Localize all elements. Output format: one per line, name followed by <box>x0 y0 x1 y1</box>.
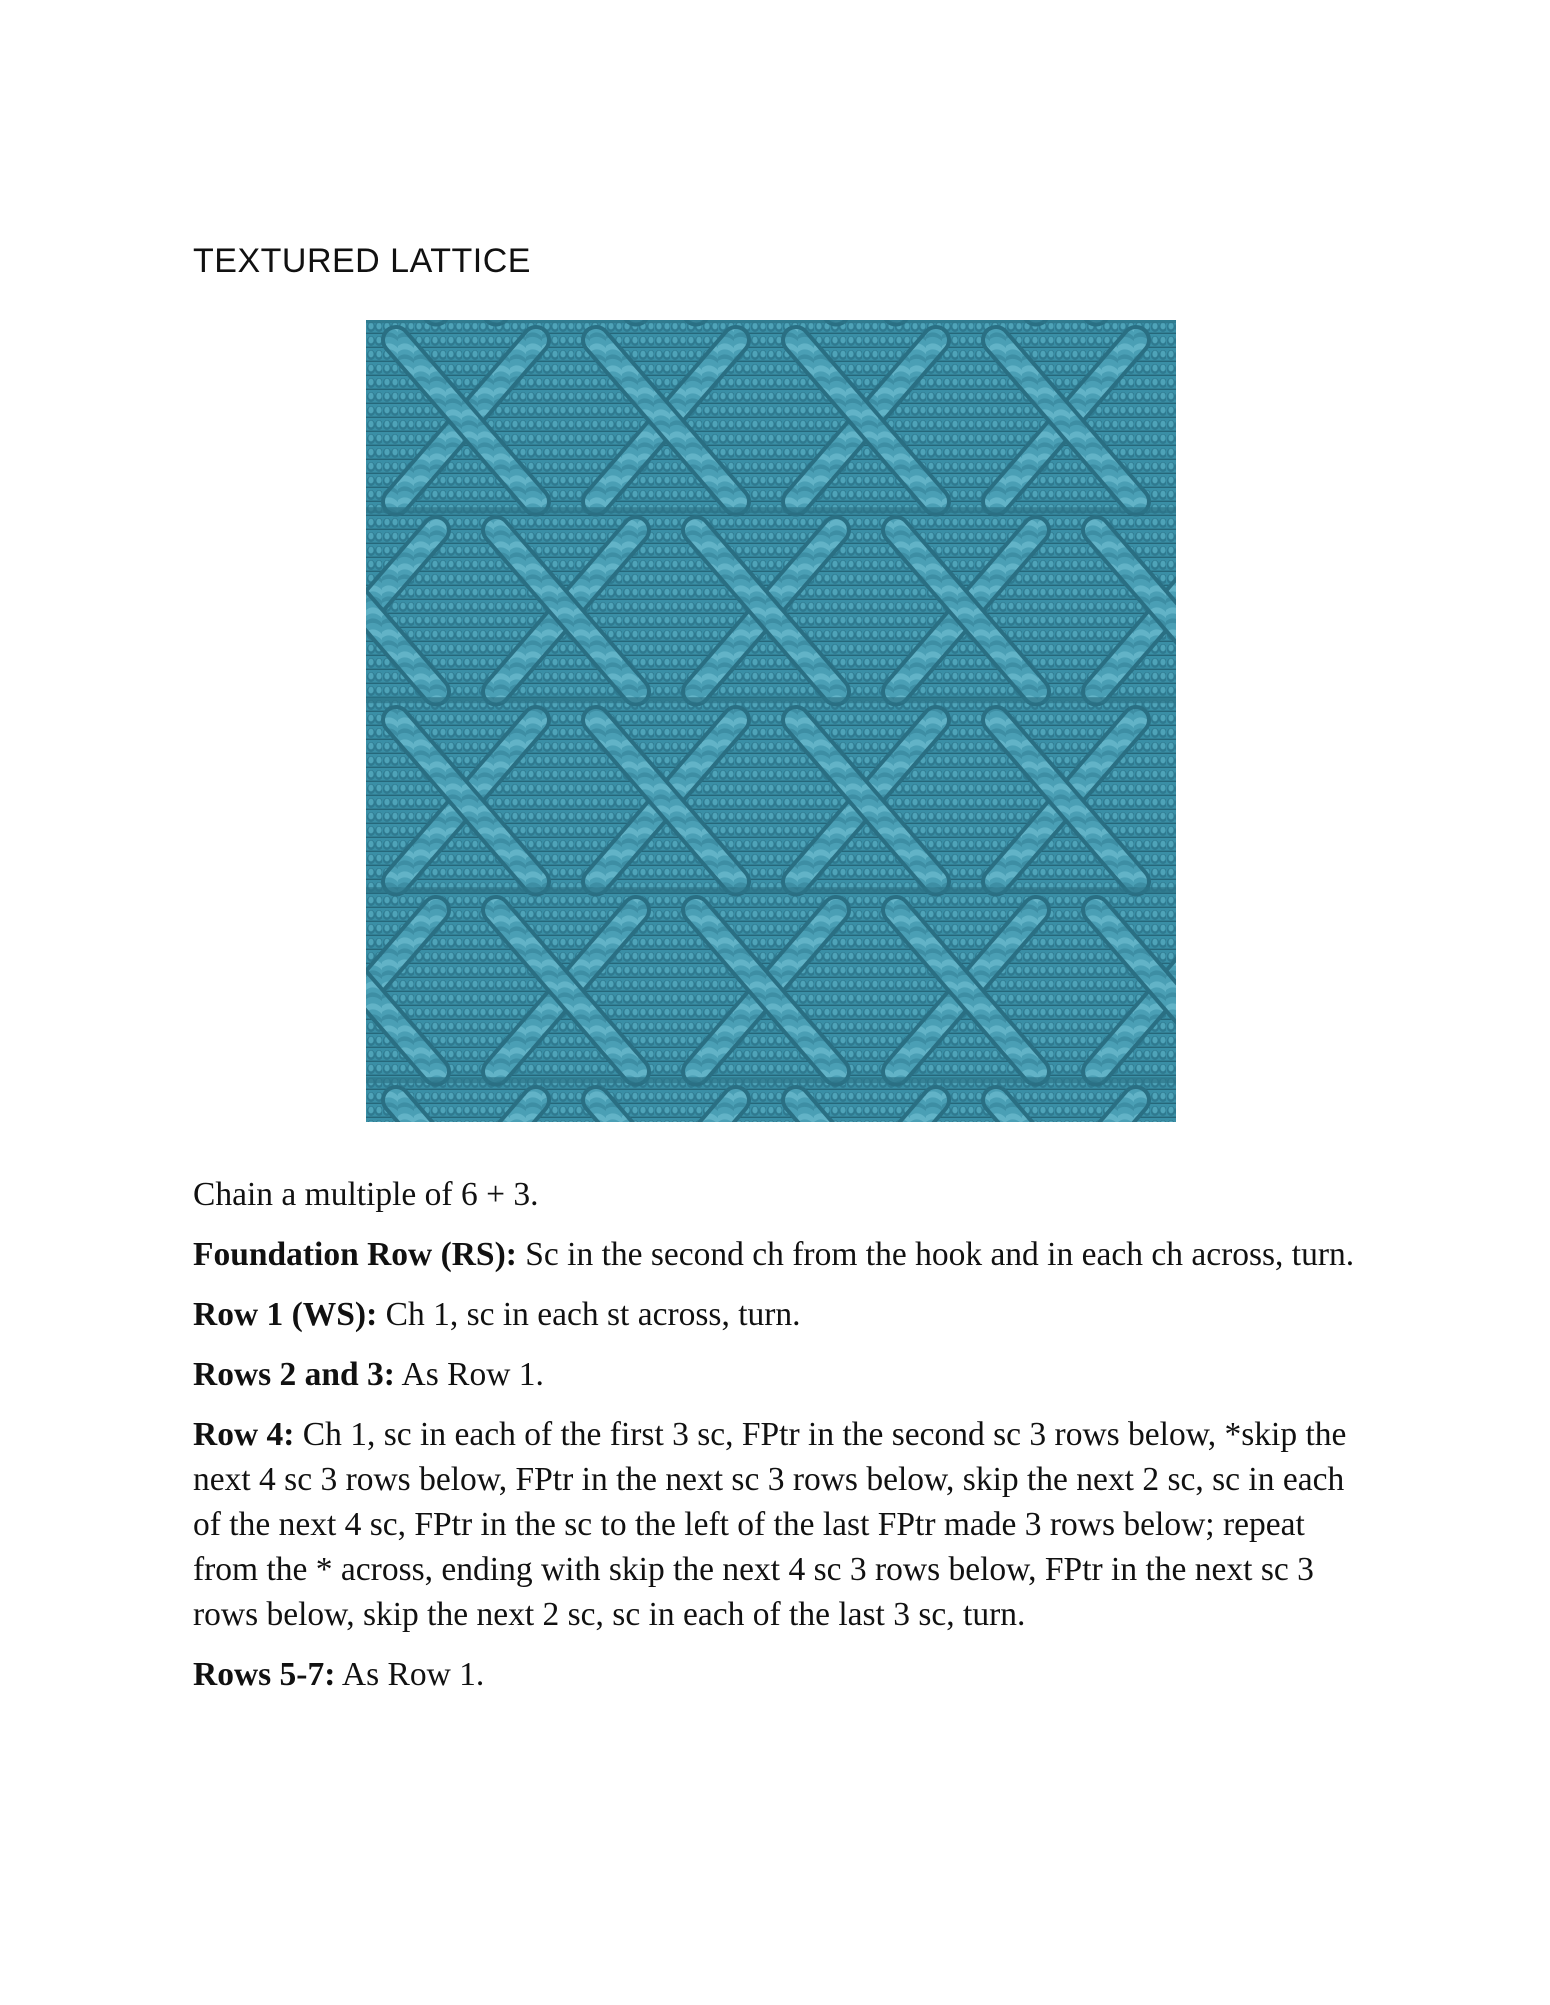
row-text: As Row 1. <box>335 1656 485 1693</box>
row-label: Foundation Row (RS): <box>193 1236 517 1273</box>
row-ridge <box>366 697 1176 703</box>
row-text: Ch 1, sc in each st across, turn. <box>377 1296 801 1333</box>
row-text: Ch 1, sc in each of the first 3 sc, FPtr in the second sc 3 rows below, *skip the next 4 sc 3 rows below, FPtr in the next sc 3 rows below, skip the next 2 sc, sc in each of the next 4 sc, FPtr in the sc to the left of the last FPtr made 3 rows below; repeat from the * across, ending with skip the next 4 sc 3 rows below, FPtr in the next sc 3 rows below, skip the next 2 sc, sc in each of the last 3 sc, turn. <box>193 1416 1347 1633</box>
pattern-instructions <box>193 1172 1373 1712</box>
row-ridge <box>366 507 1176 513</box>
row-text: Chain a multiple of 6 + 3. <box>193 1176 539 1213</box>
row-ridge <box>366 320 1176 323</box>
instruction-paragraph <box>193 1652 1373 1697</box>
row-text: As Row 1. <box>394 1356 544 1393</box>
row-ridge <box>366 887 1176 893</box>
row-label: Rows 5-7: <box>193 1656 336 1693</box>
instruction-paragraph <box>193 1412 1373 1637</box>
row-label: Rows 2 and 3: <box>193 1356 395 1393</box>
instruction-paragraph <box>193 1232 1373 1277</box>
instruction-paragraph <box>193 1172 1373 1217</box>
instruction-paragraph <box>193 1292 1373 1337</box>
row-text: Sc in the second ch from the hook and in each ch across, turn. <box>516 1236 1355 1273</box>
row-label: Row 1 (WS): <box>193 1296 378 1333</box>
instruction-paragraph <box>193 1352 1373 1397</box>
swatch-photo <box>366 320 1176 1122</box>
row-label: Row 4: <box>193 1416 295 1453</box>
row-ridge <box>366 1077 1176 1083</box>
page-title: TEXTURED LATTICE <box>193 242 531 280</box>
